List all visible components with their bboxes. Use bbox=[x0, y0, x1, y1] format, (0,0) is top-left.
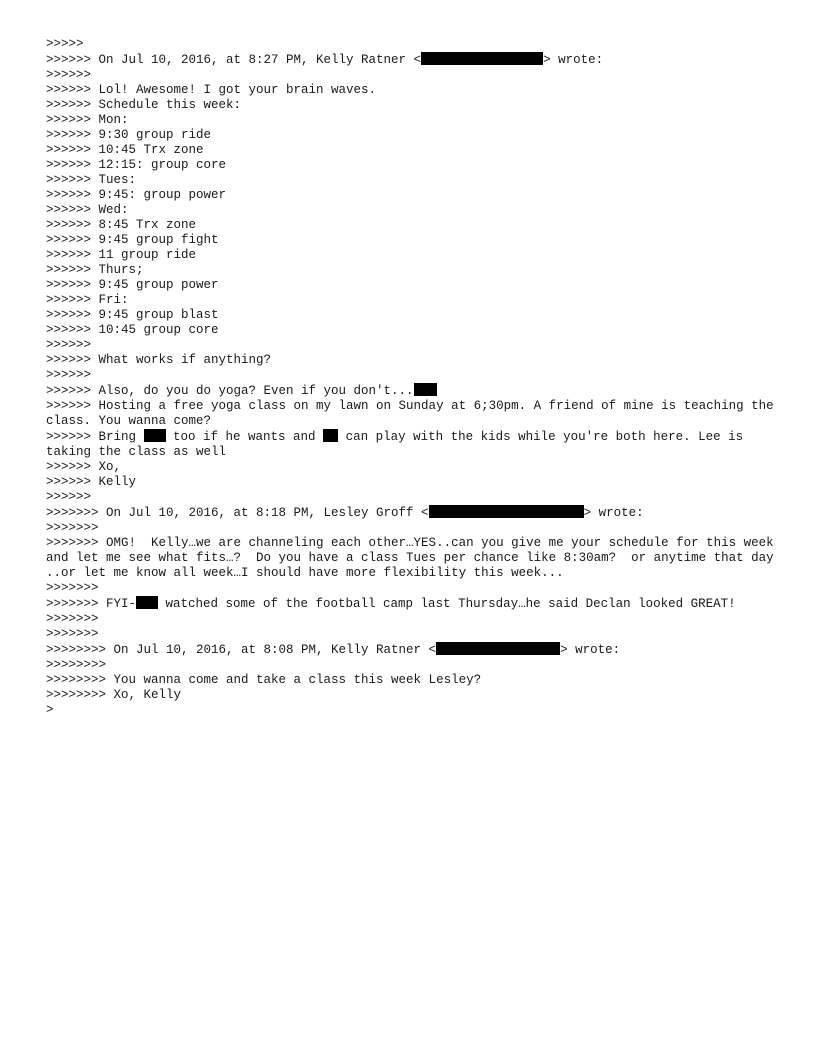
line-text: >>>>>>> FYI- bbox=[46, 597, 137, 611]
line-text: >>>>>>>> Xo, Kelly bbox=[46, 688, 182, 702]
email-thread-body bbox=[46, 37, 786, 718]
text-line bbox=[46, 218, 786, 233]
text-line bbox=[46, 278, 786, 293]
text-line bbox=[46, 68, 786, 83]
line-text: too if he wants and bbox=[165, 430, 324, 444]
text-line bbox=[46, 52, 786, 68]
line-text: >>>>>> Bring bbox=[46, 430, 144, 444]
redaction-block bbox=[136, 596, 158, 609]
text-line bbox=[46, 263, 786, 278]
line-text: >>>>>> Mon: bbox=[46, 113, 129, 127]
text-line bbox=[46, 173, 786, 188]
line-text: > bbox=[46, 703, 54, 717]
text-line bbox=[46, 308, 786, 323]
line-text: >>>>>> Also, do you do yoga? Even if you don't... bbox=[46, 384, 414, 398]
line-text: >>>>>>>> You wanna come and take a class this week Lesley? bbox=[46, 673, 482, 687]
text-line bbox=[46, 536, 786, 581]
redaction-block bbox=[144, 429, 166, 442]
line-text: can play with the kids while you're both here. Lee is taking the class as well bbox=[46, 430, 751, 459]
text-line bbox=[46, 521, 786, 536]
text-line bbox=[46, 158, 786, 173]
text-line bbox=[46, 703, 786, 718]
line-text: >>>>>> Xo, bbox=[46, 460, 122, 474]
text-line bbox=[46, 642, 786, 658]
text-line bbox=[46, 429, 786, 460]
line-text: >>>>>> Kelly bbox=[46, 475, 137, 489]
text-line bbox=[46, 338, 786, 353]
line-text: > wrote: bbox=[543, 53, 604, 67]
line-text: >>>>>> On Jul 10, 2016, at 8:27 PM, Kelly Ratner < bbox=[46, 53, 422, 67]
line-text: >>>>>> Thurs; bbox=[46, 263, 144, 277]
line-text: >>>>>>> OMG! Kelly…we are channeling each other…YES..can you give me your schedule for this week and let me see what fits…? Do you have a class Tues per chance like 8:30am? or anytime that day ..or let me know all week…I should have more flexibility this week... bbox=[46, 536, 782, 580]
text-line bbox=[46, 505, 786, 521]
text-line bbox=[46, 113, 786, 128]
line-text: >>>>>> 8:45 Trx zone bbox=[46, 218, 197, 232]
line-text: >>>>>> Hosting a free yoga class on my lawn on Sunday at 6;30pm. A friend of mine is teaching the class. You wanna come? bbox=[46, 399, 782, 428]
text-line bbox=[46, 399, 786, 429]
line-text: >>>>>> 10:45 group core bbox=[46, 323, 219, 337]
text-line bbox=[46, 612, 786, 627]
text-line bbox=[46, 596, 786, 612]
text-line bbox=[46, 233, 786, 248]
text-line bbox=[46, 658, 786, 673]
text-line bbox=[46, 475, 786, 490]
line-text: >>>>>> What works if anything? bbox=[46, 353, 272, 367]
text-line bbox=[46, 83, 786, 98]
text-line bbox=[46, 128, 786, 143]
redaction-block bbox=[429, 505, 584, 518]
redaction-block bbox=[436, 642, 560, 655]
line-text: >>>>>> 9:45 group blast bbox=[46, 308, 219, 322]
line-text: >>>>>> 12:15: group core bbox=[46, 158, 227, 172]
line-text: >>>>>>> bbox=[46, 627, 99, 641]
text-line bbox=[46, 627, 786, 642]
text-line bbox=[46, 460, 786, 475]
line-text: >>>>>> Tues: bbox=[46, 173, 137, 187]
redaction-block bbox=[421, 52, 543, 65]
text-line bbox=[46, 353, 786, 368]
line-text: >>>>>> 9:45: group power bbox=[46, 188, 227, 202]
text-line bbox=[46, 203, 786, 218]
line-text: >>>>>>>> bbox=[46, 658, 107, 672]
line-text: >>>>>> Wed: bbox=[46, 203, 129, 217]
text-line bbox=[46, 688, 786, 703]
line-text: >>>>>>> bbox=[46, 521, 99, 535]
line-text: >>>>>>> bbox=[46, 612, 99, 626]
line-text: >>>>>> 10:45 Trx zone bbox=[46, 143, 204, 157]
text-line bbox=[46, 323, 786, 338]
line-text: > wrote: bbox=[583, 506, 644, 520]
line-text: >>>>>>> On Jul 10, 2016, at 8:18 PM, Lesley Groff < bbox=[46, 506, 429, 520]
line-text: >>>>>> Lol! Awesome! I got your brain waves. bbox=[46, 83, 377, 97]
line-text: >>>>>>> bbox=[46, 581, 99, 595]
line-text: >>>>>> 9:30 group ride bbox=[46, 128, 212, 142]
line-text: >>>>>> 9:45 group power bbox=[46, 278, 219, 292]
line-text: watched some of the football camp last Thursday…he said Declan looked GREAT! bbox=[158, 597, 736, 611]
text-line bbox=[46, 98, 786, 113]
text-line bbox=[46, 248, 786, 263]
line-text: >>>>> bbox=[46, 37, 84, 51]
text-line bbox=[46, 293, 786, 308]
text-line bbox=[46, 673, 786, 688]
line-text: >>>>>> 11 group ride bbox=[46, 248, 197, 262]
line-text: >>>>>> bbox=[46, 68, 92, 82]
line-text: > wrote: bbox=[560, 643, 621, 657]
text-line bbox=[46, 581, 786, 596]
line-text: >>>>>> bbox=[46, 490, 92, 504]
text-line bbox=[46, 37, 786, 52]
line-text: >>>>>> bbox=[46, 338, 92, 352]
text-line bbox=[46, 383, 786, 399]
text-line bbox=[46, 143, 786, 158]
line-text: >>>>>> Schedule this week: bbox=[46, 98, 242, 112]
text-line bbox=[46, 188, 786, 203]
line-text: >>>>>> Fri: bbox=[46, 293, 129, 307]
text-line bbox=[46, 368, 786, 383]
line-text: >>>>>>>> On Jul 10, 2016, at 8:08 PM, Kelly Ratner < bbox=[46, 643, 437, 657]
line-text: >>>>>> bbox=[46, 368, 92, 382]
line-text: >>>>>> 9:45 group fight bbox=[46, 233, 219, 247]
redaction-block bbox=[323, 429, 338, 442]
redaction-block bbox=[414, 383, 437, 396]
text-line bbox=[46, 490, 786, 505]
